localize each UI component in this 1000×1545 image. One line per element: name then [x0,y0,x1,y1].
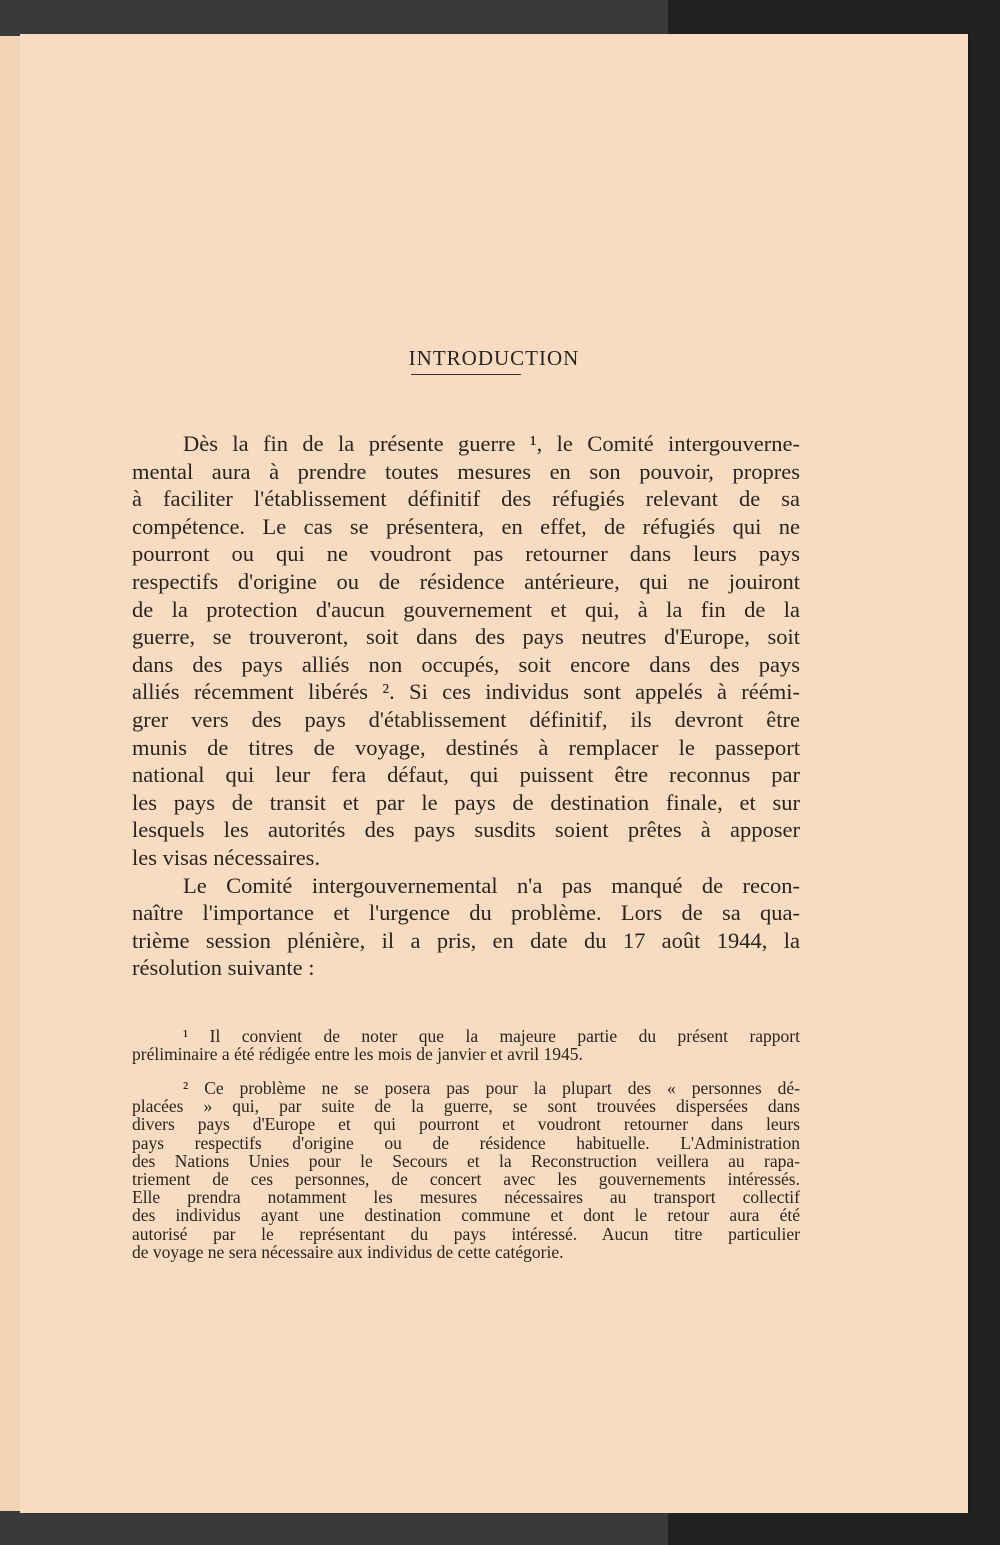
footnote-line: placées » qui, par suite de la guerre, se sont trouvées dispersées dans [132,1096,800,1117]
body-text [132,430,800,982]
footnote-line: ¹ Il convient de noter que la majeure partie du présent rapport [183,1026,800,1046]
paragraph-line: munis de titres de voyage, destinés à remplacer le passeport [132,734,800,760]
paragraph-line: les pays de transit et par le pays de destination finale, et sur [132,789,800,815]
paragraph-line: trième session plénière, il a pris, en date du 17 août 1944, la [132,927,800,953]
paragraph-line: résolution suivante : [132,955,315,981]
footnote-line: divers pays d'Europe et qui pourront et voudront retourner dans leurs [132,1114,800,1135]
paragraph-line: national qui leur fera défaut, qui puissent être reconnus par [132,762,800,788]
paragraph-line: dans des pays alliés non occupés, soit encore dans des pays [132,651,800,677]
paragraph-line: mental aura à prendre toutes mesures en son pouvoir, propres [132,458,800,484]
paragraph-line: guerre, se trouveront, soit dans des pays neutres d'Europe, soit [132,624,800,650]
footnote-line: Elle prendra notamment les mesures nécessaires au transport collectif [132,1187,800,1208]
footnote-line: de voyage ne sera nécessaire aux individus de cette catégorie. [132,1241,564,1262]
footnote-1 [132,1027,800,1063]
footnote-2 [132,1079,800,1261]
title-rule [411,374,521,375]
paragraph-line: de la protection d'aucun gouvernement et qui, à la fin de la [132,596,800,622]
paragraph-line: compétence. Le cas se présentera, en effet, de réfugiés qui ne [132,513,800,539]
paragraph-line: grer vers des pays d'établissement définitif, ils devront être [132,706,800,732]
paragraph-line: lesquels les autorités des pays susdits soient prêtes à apposer [132,817,800,843]
book-spine-left-page [0,36,21,1511]
paragraph-line: Dès la fin de la présente guerre ¹, le Comité intergouverne- [183,431,800,456]
paragraph-line: les visas nécessaires. [132,844,321,870]
footnote-line: pays respectifs d'origine ou de résidence habituelle. L'Administration [132,1132,800,1153]
footnote-line: ² Ce problème ne se posera pas pour la plupart des « personnes dé- [183,1078,800,1098]
paragraph-line: à faciliter l'établissement définitif des réfugiés relevant de sa [132,486,800,512]
book-page [20,34,968,1513]
paragraph-line: pourront ou qui ne voudront pas retourner dans leurs pays [132,541,800,567]
footnote-line: des individus ayant une destination commune et dont le retour aura été [132,1205,800,1226]
chapter-title: INTRODUCTION [408,346,580,370]
footnote-line: préliminaire a été rédigée entre les mois de janvier et avril 1945. [132,1044,583,1065]
paragraph-line: alliés récemment libérés ². Si ces individus sont appelés à réémi- [132,679,800,705]
paragraph-line: naître l'importance et l'urgence du problème. Lors de sa qua- [132,900,800,926]
paragraph-line: Le Comité intergouvernemental n'a pas manqué de recon- [183,872,800,898]
paragraph-line: respectifs d'origine ou de résidence antérieure, qui ne jouiront [132,568,800,594]
footnote-line: triement de ces personnes, de concert avec les gouvernements intéressés. [132,1169,800,1190]
footnote-line: des Nations Unies pour le Secours et la Reconstruction veillera au rapa- [132,1150,800,1171]
footnote-line: autorisé par le représentant du pays intéressé. Aucun titre particulier [132,1223,800,1244]
